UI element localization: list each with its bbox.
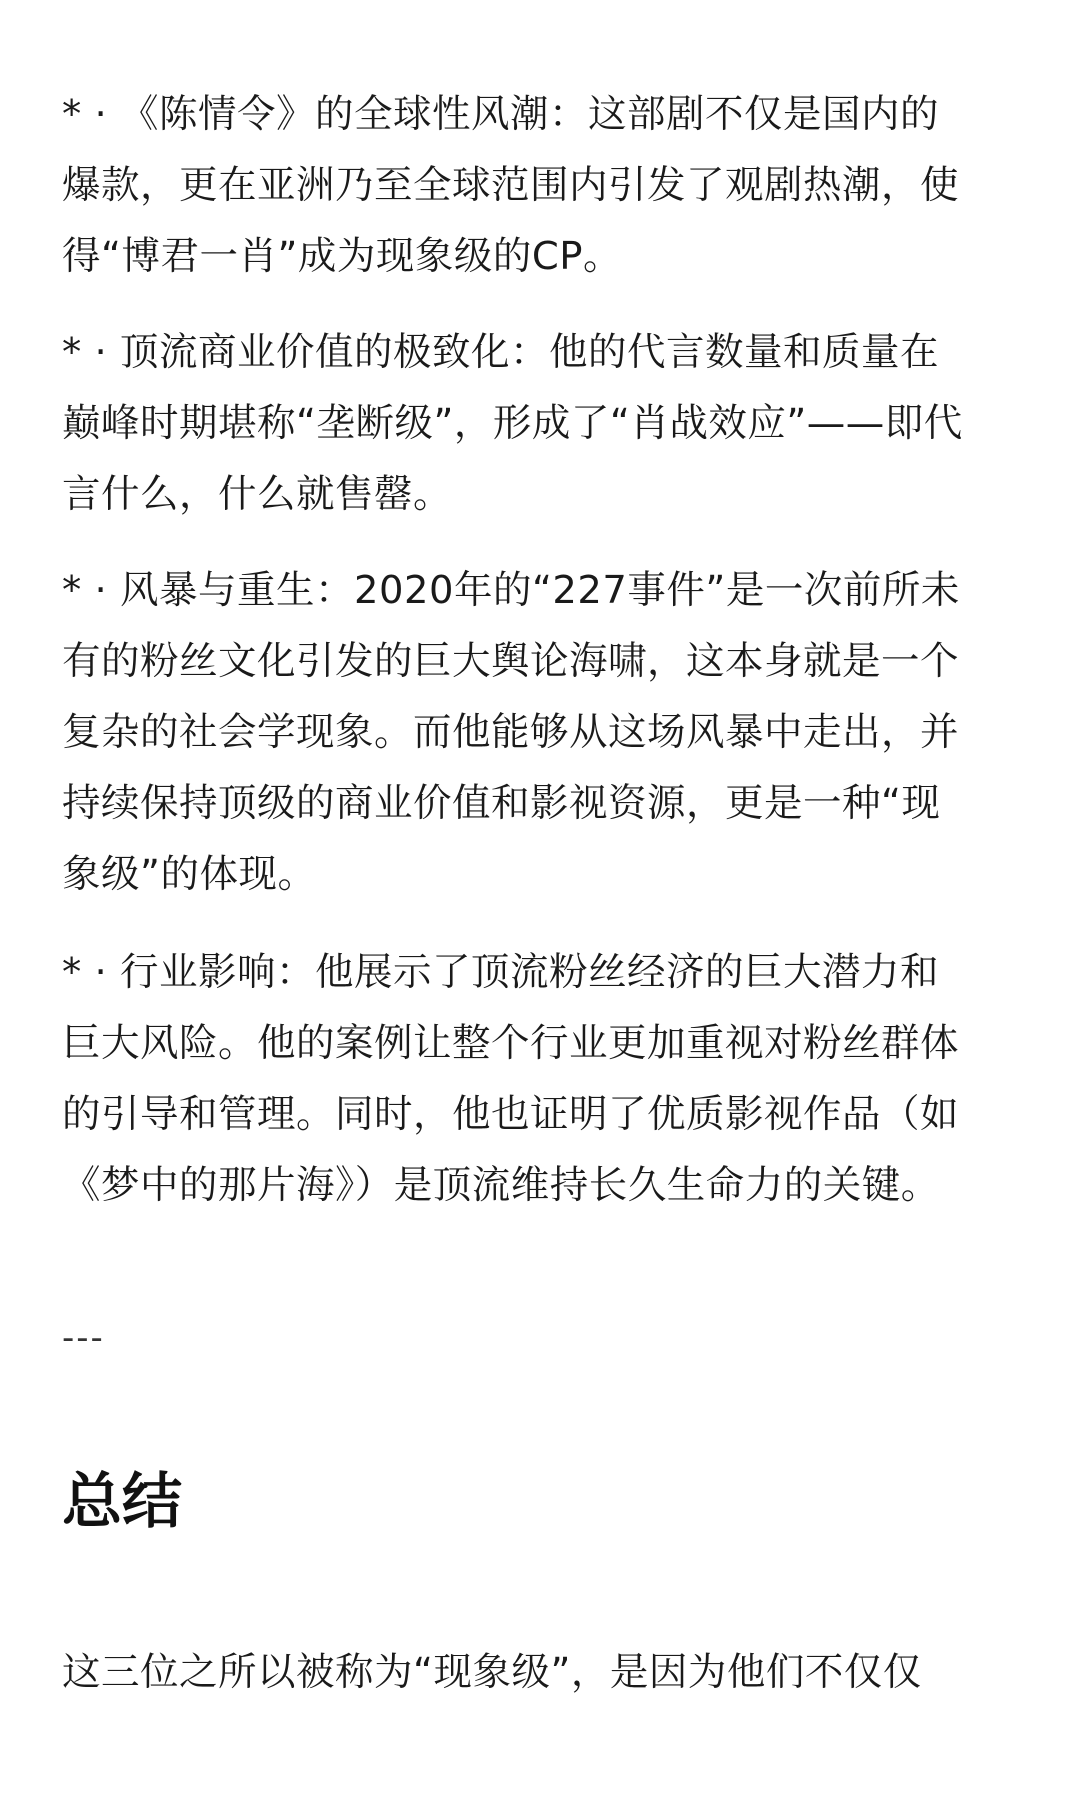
bullet-paragraph-commercial-value — [62, 317, 1028, 530]
text-line: 象级”的体现。 — [62, 852, 317, 897]
text-line: 有的粉丝文化引发的巨大舆论海啸，这本身就是一个 — [62, 639, 960, 684]
text-line: 《梦中的那片海》）是顶流维持长久生命力的关键。 — [62, 1163, 940, 1208]
text-line: 言什么，什么就售罄。 — [62, 472, 453, 517]
text-line: 持续保持顶级的商业价值和影视资源，更是一种“现 — [62, 781, 941, 826]
text-line: 得“博君一肖”成为现象级的CP。 — [62, 234, 622, 279]
summary-paragraph — [62, 1637, 1028, 1708]
summary-heading: 总结 — [62, 1467, 182, 1537]
bullet-paragraph-storm-rebirth — [62, 555, 1028, 910]
text-line: 爆款，更在亚洲乃至全球范围内引发了观剧热潮，使 — [62, 163, 960, 208]
text-line: * · 《陈情令》的全球性风潮：这部剧不仅是国内的 — [62, 92, 939, 137]
bullet-paragraph-chen-qing-ling — [62, 79, 1028, 292]
text-line: 复杂的社会学现象。而他能够从这场风暴中走出，并 — [62, 710, 960, 755]
text-line: 巅峰时期堪称“垄断级”，形成了“肖战效应”——即代 — [62, 401, 963, 446]
text-line: 的引导和管理。同时，他也证明了优质影视作品（如 — [62, 1092, 960, 1137]
section-separator: --- — [62, 1318, 105, 1358]
text-line: 这三位之所以被称为“现象级”，是因为他们不仅仅 — [62, 1650, 922, 1695]
text-line: * · 行业影响：他展示了顶流粉丝经济的巨大潜力和 — [62, 950, 939, 995]
bullet-paragraph-industry-impact — [62, 937, 1028, 1221]
text-line: 巨大风险。他的案例让整个行业更加重视对粉丝群体 — [62, 1021, 960, 1066]
text-line: * · 风暴与重生：2020年的“227事件”是一次前所未 — [62, 568, 960, 613]
text-line: * · 顶流商业价值的极致化：他的代言数量和质量在 — [62, 330, 939, 375]
